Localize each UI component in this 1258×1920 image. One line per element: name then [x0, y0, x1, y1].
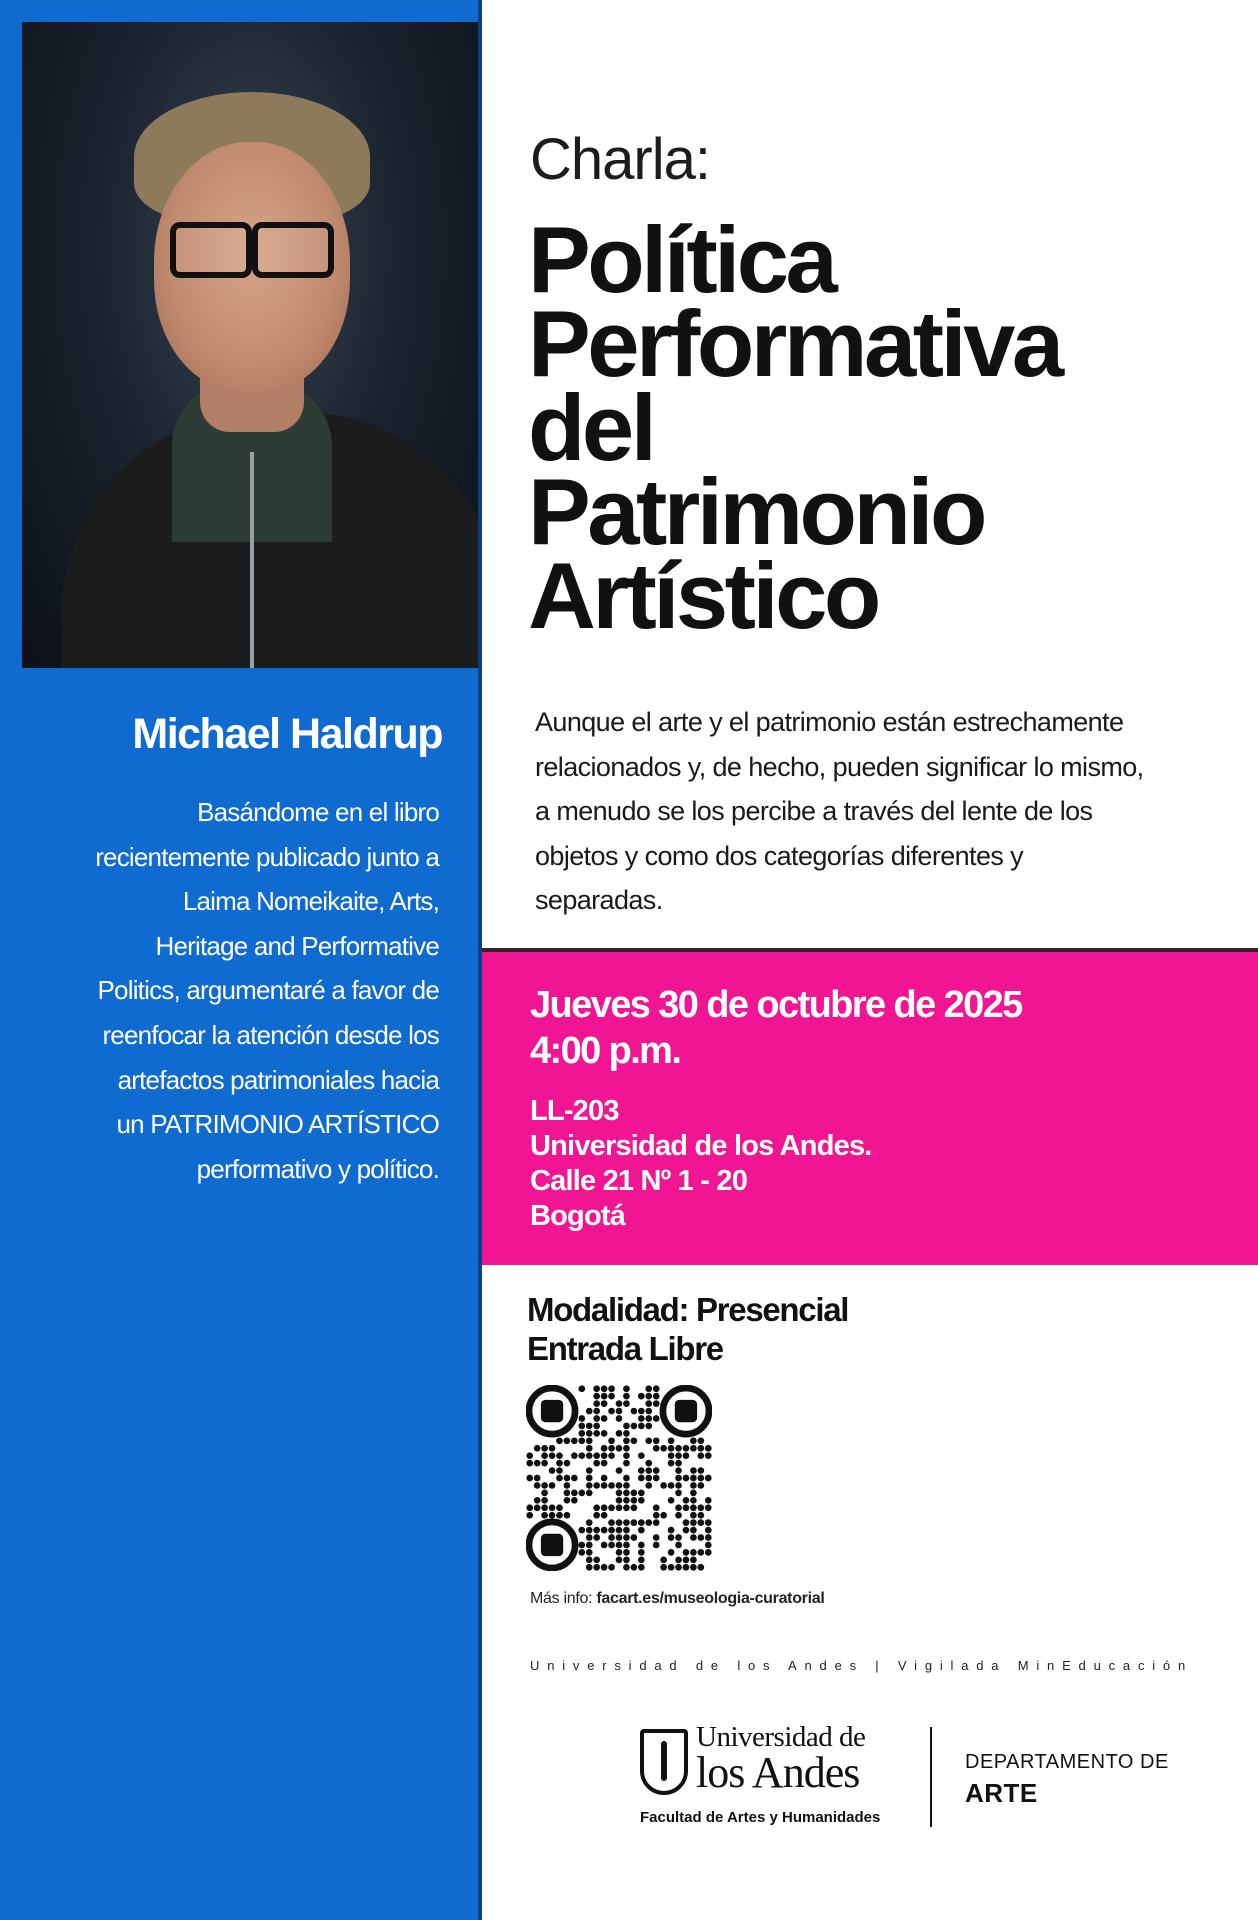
- entry: Entrada Libre: [527, 1330, 723, 1367]
- bio-line: Laima Nomeikaite, Arts,: [182, 886, 439, 917]
- speaker-name: Michael Haldrup: [132, 710, 442, 758]
- bio-line: Politics, argumentaré a favor de: [97, 975, 439, 1006]
- venue-line: Universidad de los Andes.: [530, 1130, 872, 1162]
- description-line: separadas.: [535, 885, 663, 915]
- title-line: Artístico: [528, 543, 878, 648]
- bio-line: performativo y político.: [196, 1153, 439, 1184]
- bio-line: recientemente publicado junto a: [95, 841, 439, 872]
- event-band-divider: [482, 948, 1258, 952]
- description-line: Aunque el arte y el patrimonio están estrechamente: [535, 707, 1124, 737]
- faculty-name: Facultad de Artes y Humanidades: [640, 1809, 881, 1826]
- description-line: objetos y como dos categorías diferentes y: [535, 840, 1024, 871]
- description-line: relacionados y, de hecho, pueden significar lo mismo,: [535, 751, 1144, 782]
- talk-kicker: Charla:: [530, 127, 710, 192]
- event-venue: [530, 1094, 872, 1234]
- description-line: a menudo se los percibe a través del lente de los: [535, 796, 1093, 826]
- bio-line: Basándome en el libro: [197, 797, 439, 827]
- event-time: 4:00 p.m.: [530, 1030, 681, 1072]
- venue-line: Bogotá: [530, 1200, 626, 1232]
- title-line: Política: [528, 207, 835, 312]
- bio-line: artefactos patrimoniales hacia: [117, 1064, 439, 1095]
- more-info-label: Más info:: [530, 1590, 593, 1607]
- venue-line: Calle 21 Nº 1 - 20: [530, 1165, 748, 1197]
- event-datetime: [530, 982, 1022, 1074]
- department-line2: ARTE: [965, 1778, 1038, 1808]
- event-date: Jueves 30 de octubre de 2025: [530, 984, 1022, 1026]
- bio-line: un PATRIMONIO ARTÍSTICO: [116, 1109, 439, 1140]
- more-info-link[interactable]: facart.es/museologia-curatorial: [596, 1590, 825, 1607]
- footer-tagline: Universidad de los Andes | Vigilada MinEducación: [530, 1658, 1193, 1673]
- venue-line: LL-203: [530, 1095, 619, 1127]
- speaker-photo: [22, 22, 478, 668]
- title-line: del: [528, 375, 654, 480]
- logo-divider: [930, 1727, 932, 1827]
- speaker-bio: [19, 790, 439, 1191]
- university-logo: [640, 1723, 1258, 1833]
- title-line: Patrimonio: [528, 459, 984, 564]
- access-info: [527, 1290, 848, 1368]
- bio-line: reenfocar la atención desde los: [102, 1019, 439, 1050]
- qr-code-icon[interactable]: [526, 1385, 712, 1571]
- title-line: Performativa: [528, 291, 1061, 396]
- more-info: [530, 1590, 825, 1608]
- logo-line2: los Andes: [696, 1748, 860, 1797]
- bio-line: Heritage and Performative: [155, 930, 439, 961]
- university-crest-icon: [640, 1729, 688, 1795]
- department-line1: DEPARTAMENTO DE: [965, 1751, 1169, 1773]
- modality: Modalidad: Presencial: [527, 1291, 849, 1328]
- talk-description: [535, 700, 1195, 923]
- talk-title: [528, 207, 1228, 648]
- logo-line1: Universidad de: [696, 1721, 866, 1753]
